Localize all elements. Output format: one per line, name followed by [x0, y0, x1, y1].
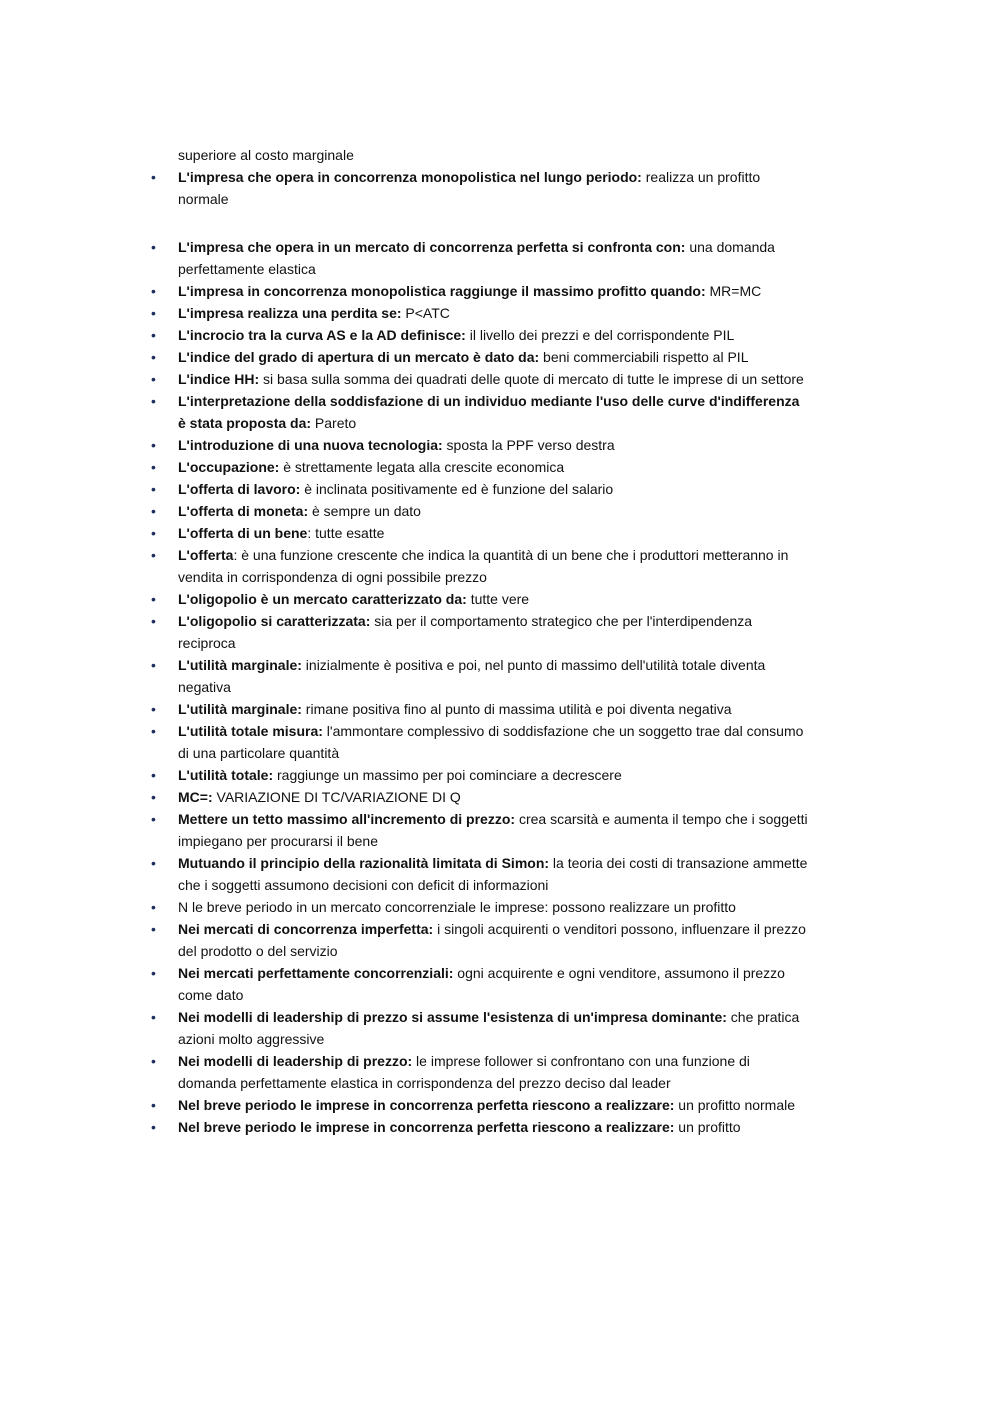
list-item — [0, 896, 810, 918]
bullet-icon: • — [151, 1097, 156, 1113]
question-text: L'utilità totale misura: — [178, 723, 323, 739]
list-item — [0, 302, 810, 324]
list-item — [0, 720, 810, 764]
bullet-icon: • — [151, 503, 156, 519]
question-text: L'incrocio tra la curva AS e la AD definisce: — [178, 327, 466, 343]
question-text: L'impresa che opera in concorrenza monopolistica nel lungo periodo: — [178, 169, 642, 185]
list-item — [0, 434, 810, 456]
list-item — [0, 1050, 810, 1094]
bullet-icon: • — [151, 811, 156, 827]
answer-text: la teoria dei costi di transazione ammette che i soggetti assumono decisioni con deficit di informazioni — [178, 855, 808, 893]
bullet-icon: • — [151, 1009, 156, 1025]
question-text: L'impresa realizza una perdita se: — [178, 305, 402, 321]
answer-text: realizza un profitto normale — [178, 169, 761, 207]
question-text: Nei modelli di leadership di prezzo si assume l'esistenza di un'impresa dominante: — [178, 1009, 727, 1025]
list-item — [0, 1006, 810, 1050]
question-text: L'offerta di un bene — [178, 525, 308, 541]
bullet-icon: • — [151, 1119, 156, 1135]
list-item — [0, 808, 810, 852]
list-item — [0, 280, 810, 302]
list-item — [0, 166, 810, 210]
bullet-icon: • — [151, 591, 156, 607]
list-item — [0, 764, 810, 786]
answer-text: è inclinata positivamente ed è funzione del salario — [300, 481, 614, 497]
list-item — [0, 698, 810, 720]
list-item — [0, 522, 810, 544]
bullet-icon: • — [151, 547, 156, 563]
list-item — [0, 786, 810, 808]
question-text: Mutuando il principio della razionalità limitata di Simon: — [178, 855, 550, 871]
question-text: Nel breve periodo le imprese in concorrenza perfetta riescono a realizzare: — [178, 1097, 675, 1113]
question-text: L'impresa in concorrenza monopolistica raggiunge il massimo profitto quando: — [178, 283, 706, 299]
question-text: L'offerta di lavoro: — [178, 481, 301, 497]
answer-text: ogni acquirente e ogni venditore, assumono il prezzo come dato — [178, 965, 785, 1003]
answer-text: crea scarsità e aumenta il tempo che i soggetti impiegano per procurarsi il bene — [178, 811, 808, 849]
answer-text: N le breve periodo in un mercato concorrenziale le imprese: possono realizzare un profitto — [178, 899, 736, 915]
question-text: L'oligopolio è un mercato caratterizzato da: — [178, 591, 467, 607]
bullet-icon: • — [151, 701, 156, 717]
answer-text: rimane positiva fino al punto di massima utilità e poi diventa negativa — [301, 701, 732, 717]
answer-text: inizialmente è positiva e poi, nel punto di massimo dell'utilità totale diventa negativa — [178, 657, 766, 695]
list-item — [0, 478, 810, 500]
bullet-icon: • — [151, 965, 156, 981]
answer-text: P<ATC — [401, 305, 450, 321]
bullet-icon: • — [151, 371, 156, 387]
answer-text: il livello dei prezzi e del corrispondente PIL — [465, 327, 735, 343]
answer-text: che pratica azioni molto aggressive — [178, 1009, 800, 1047]
bullet-icon: • — [151, 1053, 156, 1069]
question-text: L'occupazione: — [178, 459, 280, 475]
list-item — [0, 544, 810, 588]
bullet-icon: • — [151, 393, 156, 409]
answer-text: una domanda perfettamente elastica — [178, 239, 775, 277]
bullet-icon: • — [151, 305, 156, 321]
question-text: L'indice HH: — [178, 371, 260, 387]
question-text: L'utilità totale: — [178, 767, 274, 783]
bullet-icon: • — [151, 767, 156, 783]
answer-text: sia per il comportamento strategico che per l'interdipendenza reciproca — [178, 613, 753, 651]
list-item — [0, 1094, 810, 1116]
continuation-text: superiore al costo marginale — [178, 147, 354, 163]
bullet-icon: • — [151, 169, 156, 185]
list-item — [0, 346, 810, 368]
answer-text: sposta la PPF verso destra — [442, 437, 615, 453]
list-item — [0, 588, 810, 610]
bullet-icon: • — [151, 239, 156, 255]
answer-text: un profitto normale — [674, 1097, 796, 1113]
question-text: Nei mercati perfettamente concorrenziali: — [178, 965, 454, 981]
list-item — [0, 324, 810, 346]
bullet-icon: • — [151, 481, 156, 497]
answer-text: le imprese follower si confrontano con una funzione di domanda perfettamente elastica in corrispondenza del prezzo deciso dal leader — [178, 1053, 750, 1091]
list-item — [0, 1116, 810, 1138]
bullet-icon: • — [151, 327, 156, 343]
question-text: L'utilità marginale: — [178, 657, 302, 673]
question-text: L'impresa che opera in un mercato di concorrenza perfetta si confronta con: — [178, 239, 686, 255]
list-item — [0, 368, 810, 390]
list-item — [0, 654, 810, 698]
bullet-icon: • — [151, 437, 156, 453]
bullet-icon: • — [151, 349, 156, 365]
answer-text: i singoli acquirenti o venditori possono, influenzare il prezzo del prodotto o del servizio — [178, 921, 806, 959]
qa-list — [0, 166, 1000, 1138]
list-item — [0, 236, 810, 280]
answer-text: è sempre un dato — [308, 503, 421, 519]
answer-text: si basa sulla somma dei quadrati delle quote di mercato di tutte le imprese di un settore — [259, 371, 804, 387]
answer-text: MR=MC — [705, 283, 762, 299]
answer-text: tutte vere — [466, 591, 530, 607]
answer-text: : tutte esatte — [307, 525, 385, 541]
answer-text: raggiunge un massimo per poi cominciare a decrescere — [273, 767, 622, 783]
list-item — [0, 390, 810, 434]
bullet-icon: • — [151, 723, 156, 739]
list-item — [0, 918, 810, 962]
answer-text: un profitto — [674, 1119, 741, 1135]
question-text: L'offerta di moneta: — [178, 503, 309, 519]
question-text: MC=: — [178, 789, 213, 805]
question-text: Nei modelli di leadership di prezzo: — [178, 1053, 413, 1069]
bullet-icon: • — [151, 283, 156, 299]
list-item — [0, 456, 810, 478]
question-text: L'interpretazione della soddisfazione di un individuo mediante l'uso delle curve d'indifferenza è stata proposta da: — [178, 393, 800, 431]
list-item — [0, 852, 810, 896]
bullet-icon: • — [151, 459, 156, 475]
answer-text: VARIAZIONE DI TC/VARIAZIONE DI Q — [212, 789, 461, 805]
bullet-icon: • — [151, 899, 156, 915]
list-item — [0, 610, 810, 654]
answer-text: è strettamente legata alla crescite economica — [279, 459, 565, 475]
question-text: Nel breve periodo le imprese in concorrenza perfetta riescono a realizzare: — [178, 1119, 675, 1135]
list-item — [0, 962, 810, 1006]
question-text: Mettere un tetto massimo all'incremento di prezzo: — [178, 811, 516, 827]
question-text: L'introduzione di una nuova tecnologia: — [178, 437, 443, 453]
question-text: L'oligopolio si caratterizzata: — [178, 613, 371, 629]
question-text: L'indice del grado di apertura di un mercato è dato da: — [178, 349, 540, 365]
bullet-icon: • — [151, 921, 156, 937]
answer-text: l'ammontare complessivo di soddisfazione che un soggetto trae dal consumo di una particolare quantità — [178, 723, 804, 761]
bullet-icon: • — [151, 657, 156, 673]
question-text: L'offerta — [178, 547, 234, 563]
list-item — [0, 500, 810, 522]
question-text: L'utilità marginale: — [178, 701, 302, 717]
question-text: Nei mercati di concorrenza imperfetta: — [178, 921, 434, 937]
bullet-icon: • — [151, 855, 156, 871]
answer-text: Pareto — [311, 415, 357, 431]
answer-text: : è una funzione crescente che indica la quantità di un bene che i produttori metteranno in vendita in corrispondenza di ogni possibile prezzo — [178, 547, 789, 585]
answer-text: beni commerciabili rispetto al PIL — [539, 349, 749, 365]
bullet-icon: • — [151, 525, 156, 541]
bullet-icon: • — [151, 613, 156, 629]
bullet-icon: • — [151, 789, 156, 805]
